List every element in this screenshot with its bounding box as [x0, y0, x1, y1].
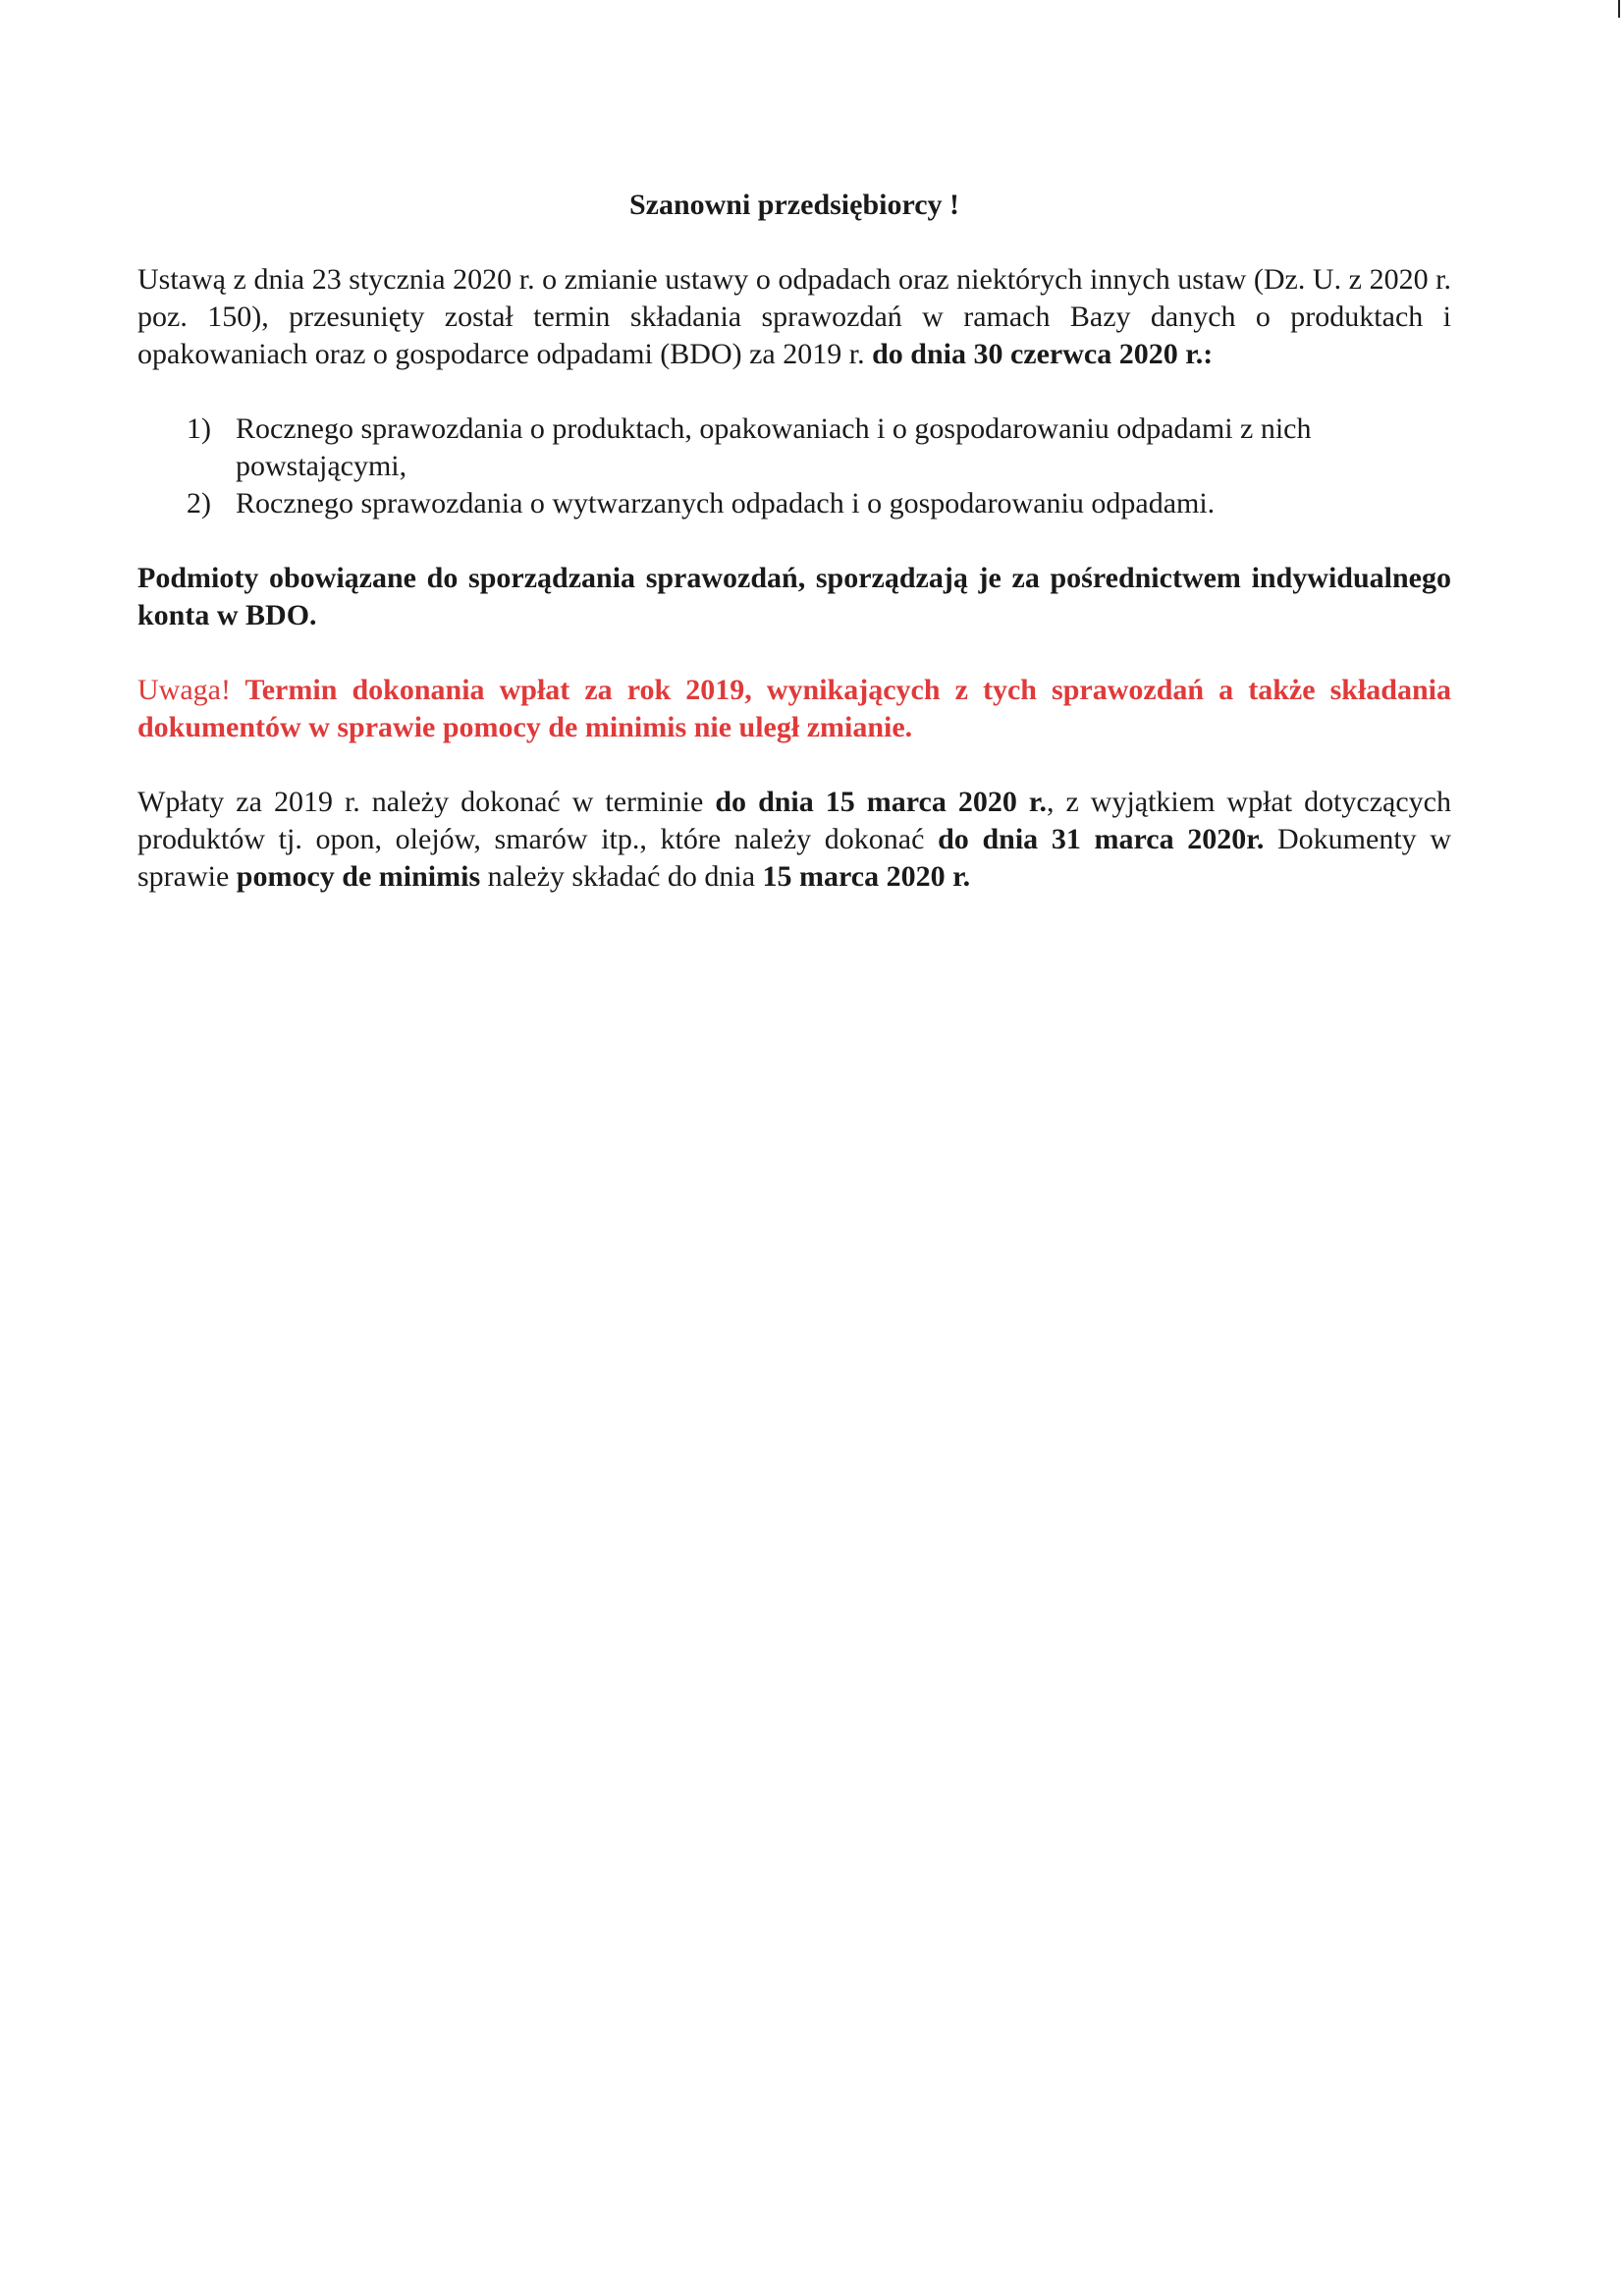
list-item-text: Rocznego sprawozdania o produktach, opakowaniach i o gospodarowaniu odpadami z nich powstającymi, [236, 412, 1312, 482]
list-item-number: 2) [187, 487, 211, 519]
list-item [137, 410, 1451, 485]
warning-lead: Uwaga! [137, 674, 231, 706]
payments-deadline-3: 15 marca 2020 r. [762, 860, 971, 893]
payments-text-1: Wpłaty za 2019 r. należy dokonać w terminie [137, 786, 716, 818]
intro-text: Ustawą z dnia 23 stycznia 2020 r. o zmianie ustawy o odpadach oraz niektórych innych ustaw (Dz. U. z 2020 r. poz. 150), przesunięty został termin składania sprawozdań w ramach Bazy danych o produktach i opakowaniach oraz o gospodarce odpadami (BDO) za 2019 r. [137, 263, 1451, 370]
warning-text: Termin dokonania wpłat za rok 2019, wynikających z tych sprawozdań a także składania dokumentów w sprawie pomocy de minimis nie uległ zmianie. [137, 674, 1451, 743]
list-item-text: Rocznego sprawozdania o wytwarzanych odpadach i o gospodarowaniu odpadami. [236, 487, 1216, 519]
payments-deadline-2: do dnia 31 marca 2020r. [938, 823, 1265, 855]
intro-colon: : [1203, 338, 1214, 370]
payments-paragraph [137, 784, 1451, 896]
list-item [137, 485, 1451, 522]
intro-deadline: do dnia 30 czerwca 2020 r. [872, 338, 1204, 370]
payments-text-2: , z wyjątkiem wpłat dotyczących produktów tj. opon, olejów, smarów itp., które należy dokonać [137, 786, 1451, 855]
warning-paragraph [137, 672, 1451, 746]
scan-edge-mark [1618, 0, 1620, 18]
payments-text-4: należy składać do dnia [480, 860, 763, 893]
payments-text-3: Dokumenty w sprawie [137, 823, 1451, 893]
letter-body [137, 187, 1451, 933]
payments-de-minimis: pomocy de minimis [236, 860, 481, 893]
report-list [137, 410, 1451, 522]
obligation-paragraph: Podmioty obowiązane do sporządzania sprawozdań, sporządzają je za pośrednictwem indywidualnego konta w BDO. [137, 562, 1451, 631]
list-item-number: 1) [187, 412, 211, 445]
letter-title: Szanowni przedsiębiorcy ! [628, 189, 960, 221]
payments-deadline-1: do dnia 15 marca 2020 r. [715, 786, 1047, 818]
intro-paragraph [137, 261, 1451, 373]
